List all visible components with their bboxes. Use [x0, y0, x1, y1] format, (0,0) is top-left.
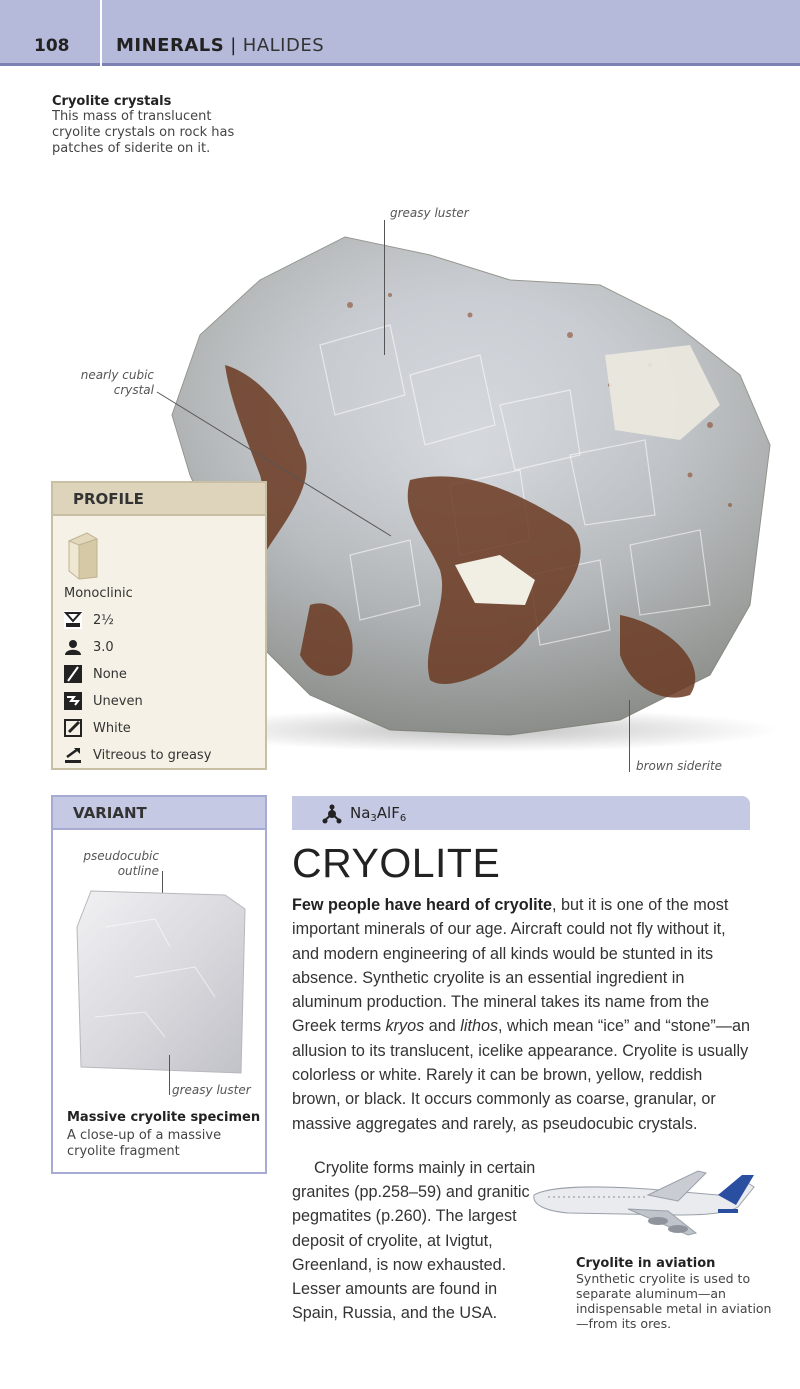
luster-value: Vitreous to greasy [93, 747, 212, 763]
profile-heading: PROFILE [53, 483, 265, 516]
greek-term: kryos [385, 1017, 425, 1036]
leader-variant-greasy-luster [169, 1055, 170, 1095]
header-divider [100, 0, 102, 66]
variant-box [51, 795, 267, 1174]
body-text: and [424, 1017, 461, 1036]
subsection-name: HALIDES [242, 35, 325, 56]
lead-text: Few people have heard of cryolite [292, 896, 552, 914]
profile-row-specific-gravity [64, 637, 114, 657]
leader-brown-siderite [629, 700, 630, 772]
greek-term: lithos [460, 1017, 499, 1036]
variant-caption-title: Massive cryolite specimen [67, 1110, 261, 1125]
label-brown-siderite: brown siderite [636, 759, 723, 773]
aviation-caption-text: Synthetic cryolite is used to separate aluminum—an indispensable metal in aviation—from its ores. [576, 1271, 772, 1331]
profile-box [51, 481, 267, 770]
section-title [116, 35, 324, 56]
leader-greasy-luster [384, 220, 385, 355]
molecule-icon [322, 804, 342, 824]
label-nearly-cubic-crystal: nearly cubic crystal [80, 368, 154, 397]
massive-cryolite-image [75, 887, 247, 1077]
description-paragraph-2 [292, 1156, 540, 1325]
fracture-icon [64, 692, 82, 710]
section-name: MINERALS [116, 35, 225, 56]
aviation-caption [576, 1256, 776, 1331]
para2-text: Cryolite forms mainly in certain granites (pp.258–59) and granitic pegmatites (p.260). The largest deposit of cryolite, at Ivigtut, Greenland, is now exhausted. Lesser amounts are found in Spain, Russia, and the USA. [292, 1159, 536, 1323]
specific-gravity-value: 3.0 [93, 639, 114, 655]
profile-row-cleavage [64, 664, 127, 684]
formula-subscript: 3 [370, 813, 377, 824]
profile-row-fracture [64, 691, 143, 711]
formula-part: AlF [376, 804, 400, 822]
streak-icon [64, 719, 82, 737]
hardness-icon [64, 611, 82, 629]
fracture-value: Uneven [93, 693, 143, 709]
formula-subscript: 6 [399, 813, 407, 824]
description-paragraph-1 [292, 893, 752, 1136]
chemical-formula [350, 804, 406, 824]
formula-bar [292, 796, 750, 830]
streak-value: White [93, 720, 131, 736]
cleavage-icon [64, 665, 82, 683]
variant-heading: VARIANT [53, 797, 265, 830]
luster-icon [64, 746, 82, 764]
airplane-image [528, 1165, 758, 1253]
formula-part: Na [350, 804, 371, 822]
main-caption-title: Cryolite crystals [52, 94, 172, 109]
crystal-system: Monoclinic [64, 586, 133, 601]
cleavage-value: None [93, 666, 127, 682]
main-image-caption [52, 94, 252, 157]
monoclinic-crystal-icon [65, 529, 99, 581]
label-greasy-luster: greasy luster [390, 206, 469, 220]
main-caption-text: This mass of translucent cryolite crystals on rock has patches of siderite on it. [52, 109, 235, 156]
section-separator: | [230, 35, 237, 56]
mineral-name: CRYOLITE [292, 840, 501, 886]
profile-row-luster [64, 745, 211, 765]
profile-row-hardness [64, 610, 114, 630]
specific-gravity-icon [64, 638, 82, 656]
body-text: , which mean “ice” and “stone”—an allusion to its translucent, icelike appearance. Cryolite is usually colorless or white. Rarely it can be brown, yellow, reddish brown, or black. It occurs commonly as coarse, granular, or massive aggregates and rarely, as pseudocubic crystals. [292, 1017, 750, 1133]
label-variant-greasy-luster: greasy luster [172, 1083, 251, 1097]
page-number: 108 [34, 36, 70, 56]
page-header [0, 0, 800, 66]
variant-caption-text: A close-up of a massive cryolite fragment [67, 1128, 222, 1159]
hardness-value: 2½ [93, 612, 114, 628]
body-text: , but it is one of the most important minerals of our age. Aircraft could not fly without it, and modern engineering of all kinds would be stunted in its absence. Synthetic cryolite is an essential ingredient in aluminum production. The mineral takes its name from the Greek terms [292, 896, 729, 1036]
label-pseudocubic-outline: pseudocubic outline [83, 849, 159, 878]
aviation-caption-title: Cryolite in aviation [576, 1256, 716, 1271]
profile-row-streak [64, 718, 131, 738]
